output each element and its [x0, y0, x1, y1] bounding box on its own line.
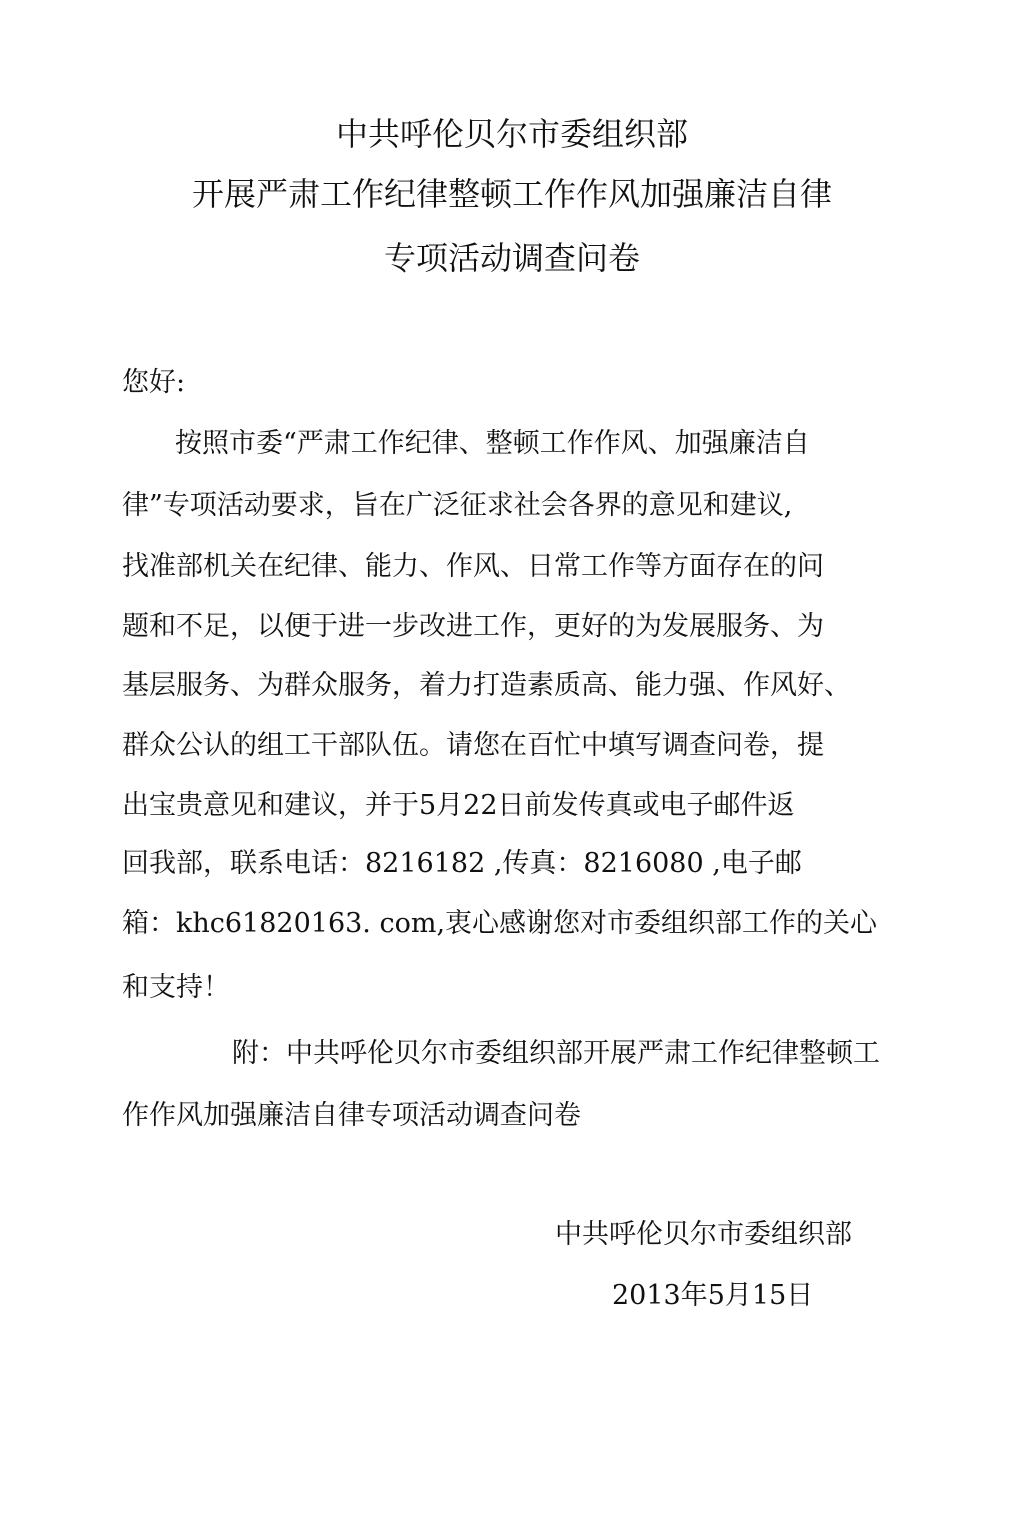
salutation: 您好: — [122, 367, 186, 398]
signature-org: 中共呼伦贝尔市委组织部 — [555, 1219, 852, 1250]
body-line: 题和不足，以便于进一步改进工作，更好的为发展服务、为 — [122, 611, 824, 642]
title-line-3: 专项活动调查问卷 — [383, 239, 640, 277]
body-line: 和支持！ — [122, 972, 230, 1003]
body-line: 回我部，联系电话：8216182 ,传真：8216080 ,电子邮 — [122, 848, 802, 879]
attachment-line: 作作风加强廉洁自律专项活动调查问卷 — [122, 1100, 581, 1131]
body-line: 基层服务、为群众服务，着力打造素质高、能力强、作风好、 — [122, 670, 851, 701]
title-line-2: 开展严肃工作纪律整顿工作作风加强廉洁自律 — [191, 175, 832, 213]
title-line-1: 中共呼伦贝尔市委组织部 — [335, 115, 688, 153]
body-line: 群众公认的组工干部队伍。请您在百忙中填写调查问卷，提 — [122, 730, 824, 761]
body-line: 出宝贵意见和建议，并于5月22日前发传真或电子邮件返 — [122, 790, 795, 821]
body-line: 箱：khc61820163. com,衷心感谢您对市委组织部工作的关心 — [122, 908, 878, 939]
body-line: 按照市委“严肃工作纪律、整顿工作作风、加强廉洁自 — [175, 428, 810, 459]
body-line: 找准部机关在纪律、能力、作风、日常工作等方面存在的问 — [122, 551, 824, 582]
body-line: 律”专项活动要求，旨在广泛征求社会各界的意见和建议, — [122, 490, 793, 521]
attachment-line: 附：中共呼伦贝尔市委组织部开展严肃工作纪律整顿工 — [232, 1038, 880, 1069]
signature-date: 2013年5月15日 — [612, 1280, 814, 1311]
